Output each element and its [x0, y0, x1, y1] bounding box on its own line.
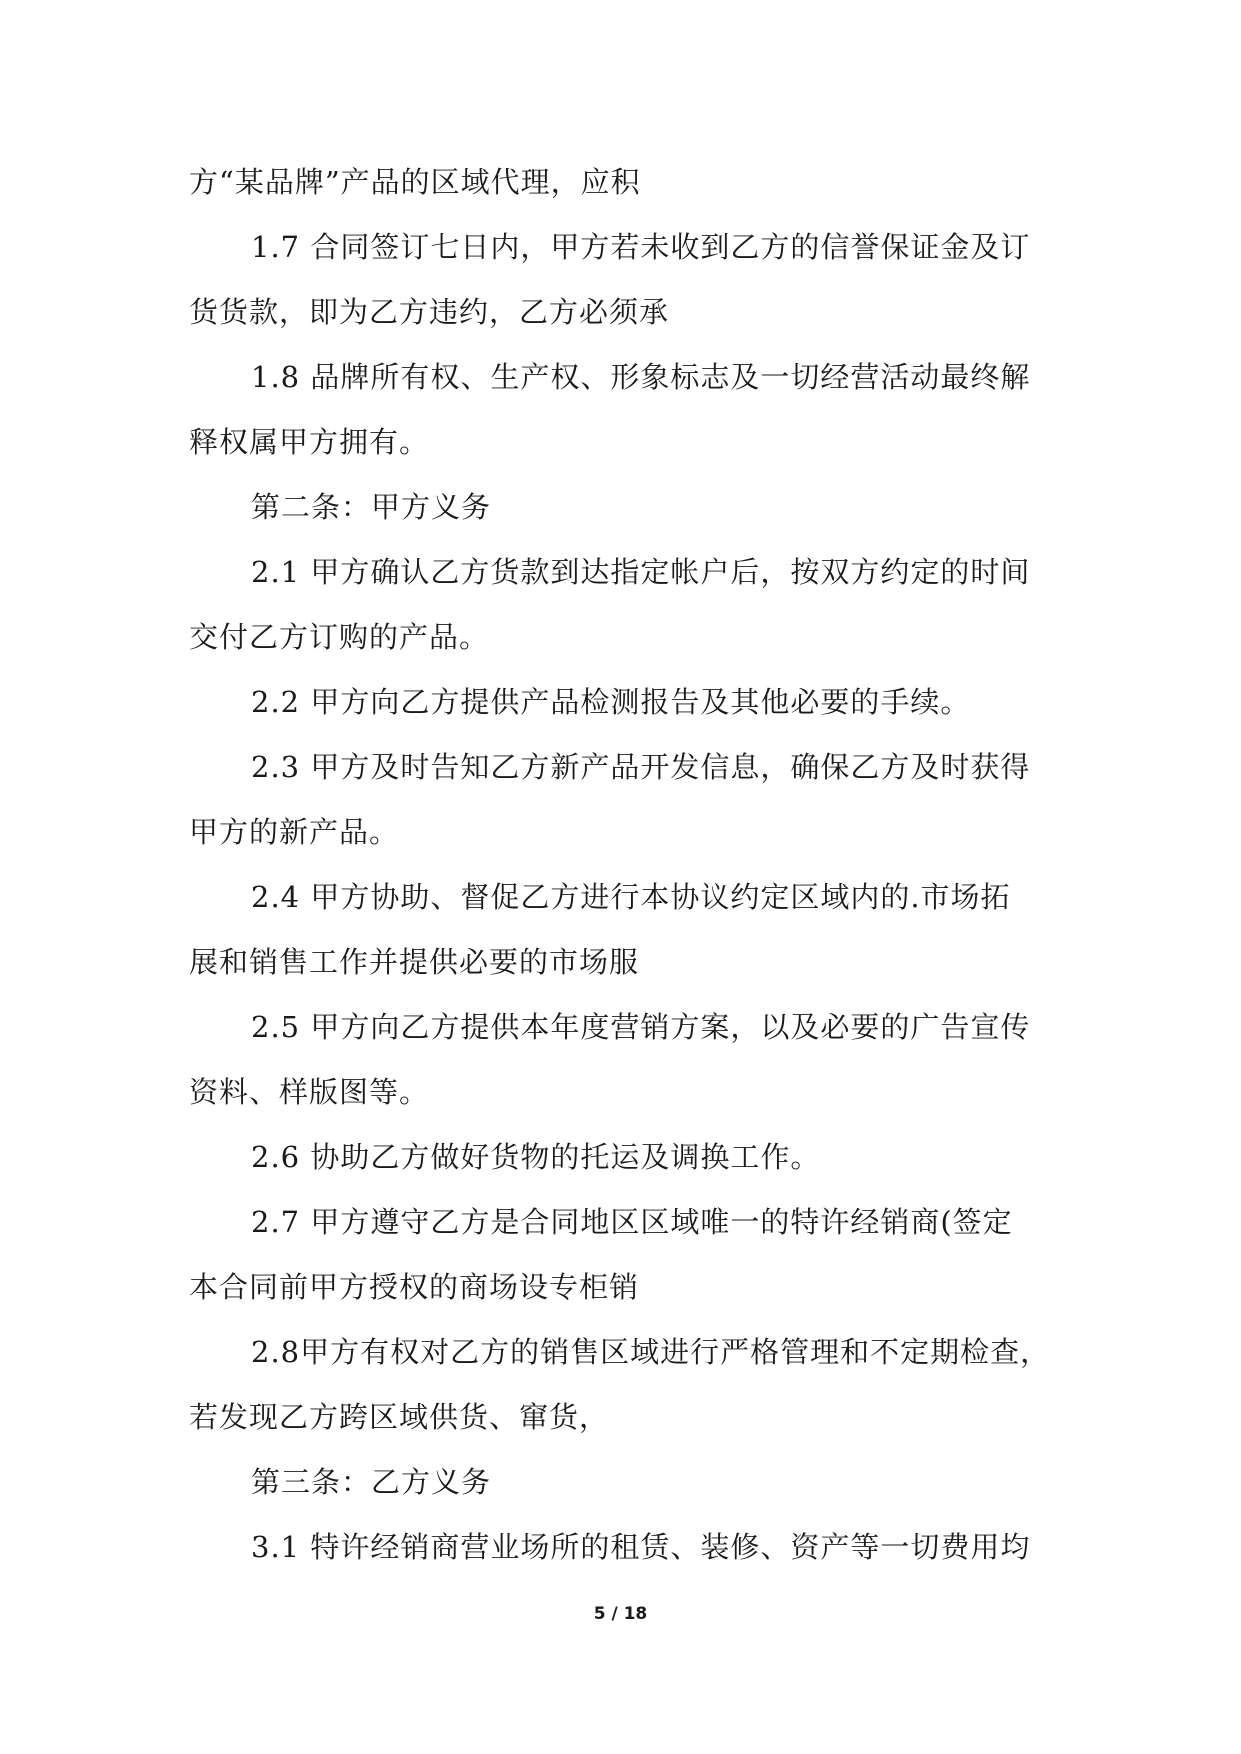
text-line: 本合同前甲方授权的商场设专柜销: [189, 1270, 640, 1304]
text-line: 若发现乙方跨区域供货、窜货，: [189, 1400, 610, 1434]
clause-2-4-line: 2.4 甲方协助、督促乙方进行本协议约定区域内的.市场拓: [251, 880, 1011, 914]
text-line: 展和销售工作并提供必要的市场服: [189, 945, 640, 979]
clause-2-5-line: 2.5 甲方向乙方提供本年度营销方案，以及必要的广告宣传: [251, 1010, 1031, 1044]
text-line: 甲方的新产品。: [189, 815, 400, 849]
section-heading-article-3: 第三条：乙方义务: [251, 1465, 492, 1499]
clause-2-8-line: 2.8甲方有权对乙方的销售区域进行严格管理和不定期检查，: [251, 1335, 1051, 1369]
document-body: [189, 150, 1069, 1580]
text-line: 方“某品牌”产品的区域代理，应积: [189, 165, 641, 199]
text-line: 货货款，即为乙方违约，乙方必须承: [189, 295, 670, 329]
section-heading-article-2: 第二条：甲方义务: [251, 490, 492, 524]
clause-2-2-line: 2.2 甲方向乙方提供产品检测报告及其他必要的手续。: [251, 685, 971, 719]
clause-3-1-line: 3.1 特许经销商营业场所的租赁、装修、资产等一切费用均: [251, 1530, 1031, 1564]
text-line: 释权属甲方拥有。: [189, 425, 430, 459]
page-number: 5 / 18: [593, 1604, 648, 1624]
clause-2-7-line: 2.7 甲方遵守乙方是合同地区区域唯一的特许经销商(签定: [251, 1205, 1013, 1239]
clause-2-1-line: 2.1 甲方确认乙方货款到达指定帐户后，按双方约定的时间: [251, 555, 1031, 589]
clause-2-6-line: 2.6 协助乙方做好货物的托运及调换工作。: [251, 1140, 821, 1174]
text-line: 交付乙方订购的产品。: [189, 620, 490, 654]
clause-2-3-line: 2.3 甲方及时告知乙方新产品开发信息，确保乙方及时获得: [251, 750, 1031, 784]
clause-1-7-line: 1.7 合同签订七日内，甲方若未收到乙方的信誉保证金及订: [251, 230, 1031, 264]
text-line: 资料、样版图等。: [189, 1075, 430, 1109]
clause-1-8-line: 1.8 品牌所有权、生产权、形象标志及一切经营活动最终解: [251, 360, 1031, 394]
